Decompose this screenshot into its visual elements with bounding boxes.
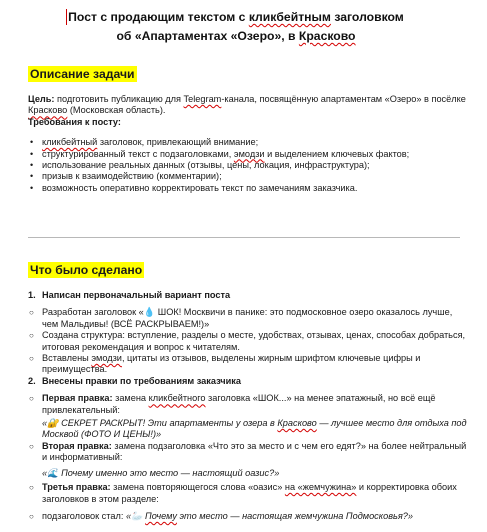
requirements-heading: Требования к посту: [28,116,121,127]
step-2-list-cont [28,441,468,464]
list-item: • возможность оперативно корректировать текст по замечаниям заказчика. [28,183,468,194]
list-item: ○ Создана структура: вступление, разделы о месте, удобствах, отзывах, ценах, способах добраться, итоговая рекомендация и вопрос к читателям. [28,330,468,353]
step-2-sublist [28,511,468,522]
horizontal-rule [28,237,460,238]
edit-2-quote: «🌊 Почему именно это место — настоящий оазис?» [42,467,280,478]
list-item: ○ Вторая правка: замена подзаголовка «Что это за место и с чем его едят?» на более нейтральный и информативный: [28,441,468,464]
step-2-list [28,393,468,416]
list-item: ○ Третья правка: замена повторяющегося слова «оазис» на «жемчужина» и корректировка обоих заголовков в этом разделе: [28,482,468,505]
list-item: • призыв к взаимодействию (комментарии); [28,171,468,182]
edit-1-quote: «🔐 СЕКРЕТ РАСКРЫТ! Эти апартаменты у озера в Красково — лучшее место для отдыха под Москвой (ФОТО И ЦЕНЫ!)» [42,418,467,440]
document-title[interactable]: Пост с продающим текстом с кликбейтным заголовком об «Апартаментах «Озеро», в Красково [68,10,404,43]
list-item: ○ Разработан заголовок «💧 ШОК! Москвичи в панике: это подмосковное озеро оказалось лучше, чем Мальдивы! (ВСЁ РАСКРЫВАЕМ!)» [28,307,468,330]
done-heading[interactable]: Что было сделано [30,263,143,277]
step-1-list [28,307,468,375]
list-item: ○ Вставлены эмодзи, цитаты из отзывов, выделены жирным шрифтом ключевые цифры и преимущества. [28,353,468,376]
done-section[interactable] [28,290,468,522]
list-item: • использование реальных данных (отзывы, цены, локация, инфраструктура); [28,160,468,171]
task-section[interactable] [28,94,468,194]
list-item: • структурированный текст с подзаголовками, эмодзи и выделением ключевых фактов; [28,149,468,160]
list-item: ○ подзаголовок стал: «🦢 Почему это место — настоящая жемчужина Подмосковья?» [28,511,468,522]
requirements-list [28,137,468,194]
step-1-heading: 1. Написан первоначальный вариант поста [28,290,231,300]
step-2-heading: 2. Внесены правки по требованиям заказчика [28,375,241,386]
list-item: • кликбейтный заголовок, привлекающий внимание; [28,137,468,148]
goal-paragraph: Цель: подготовить публикацию для Telegram-канала, посвящённую апартаментам «Озеро» в посёлке Красково (Московская область). [28,94,466,116]
task-heading[interactable]: Описание задачи [30,67,135,81]
step-2-list-cont-2 [28,482,468,505]
list-item: ○ Первая правка: замена кликбейтного заголовка «ШОК...» на менее эпатажный, но всё ещё привлекательный: [28,393,468,416]
